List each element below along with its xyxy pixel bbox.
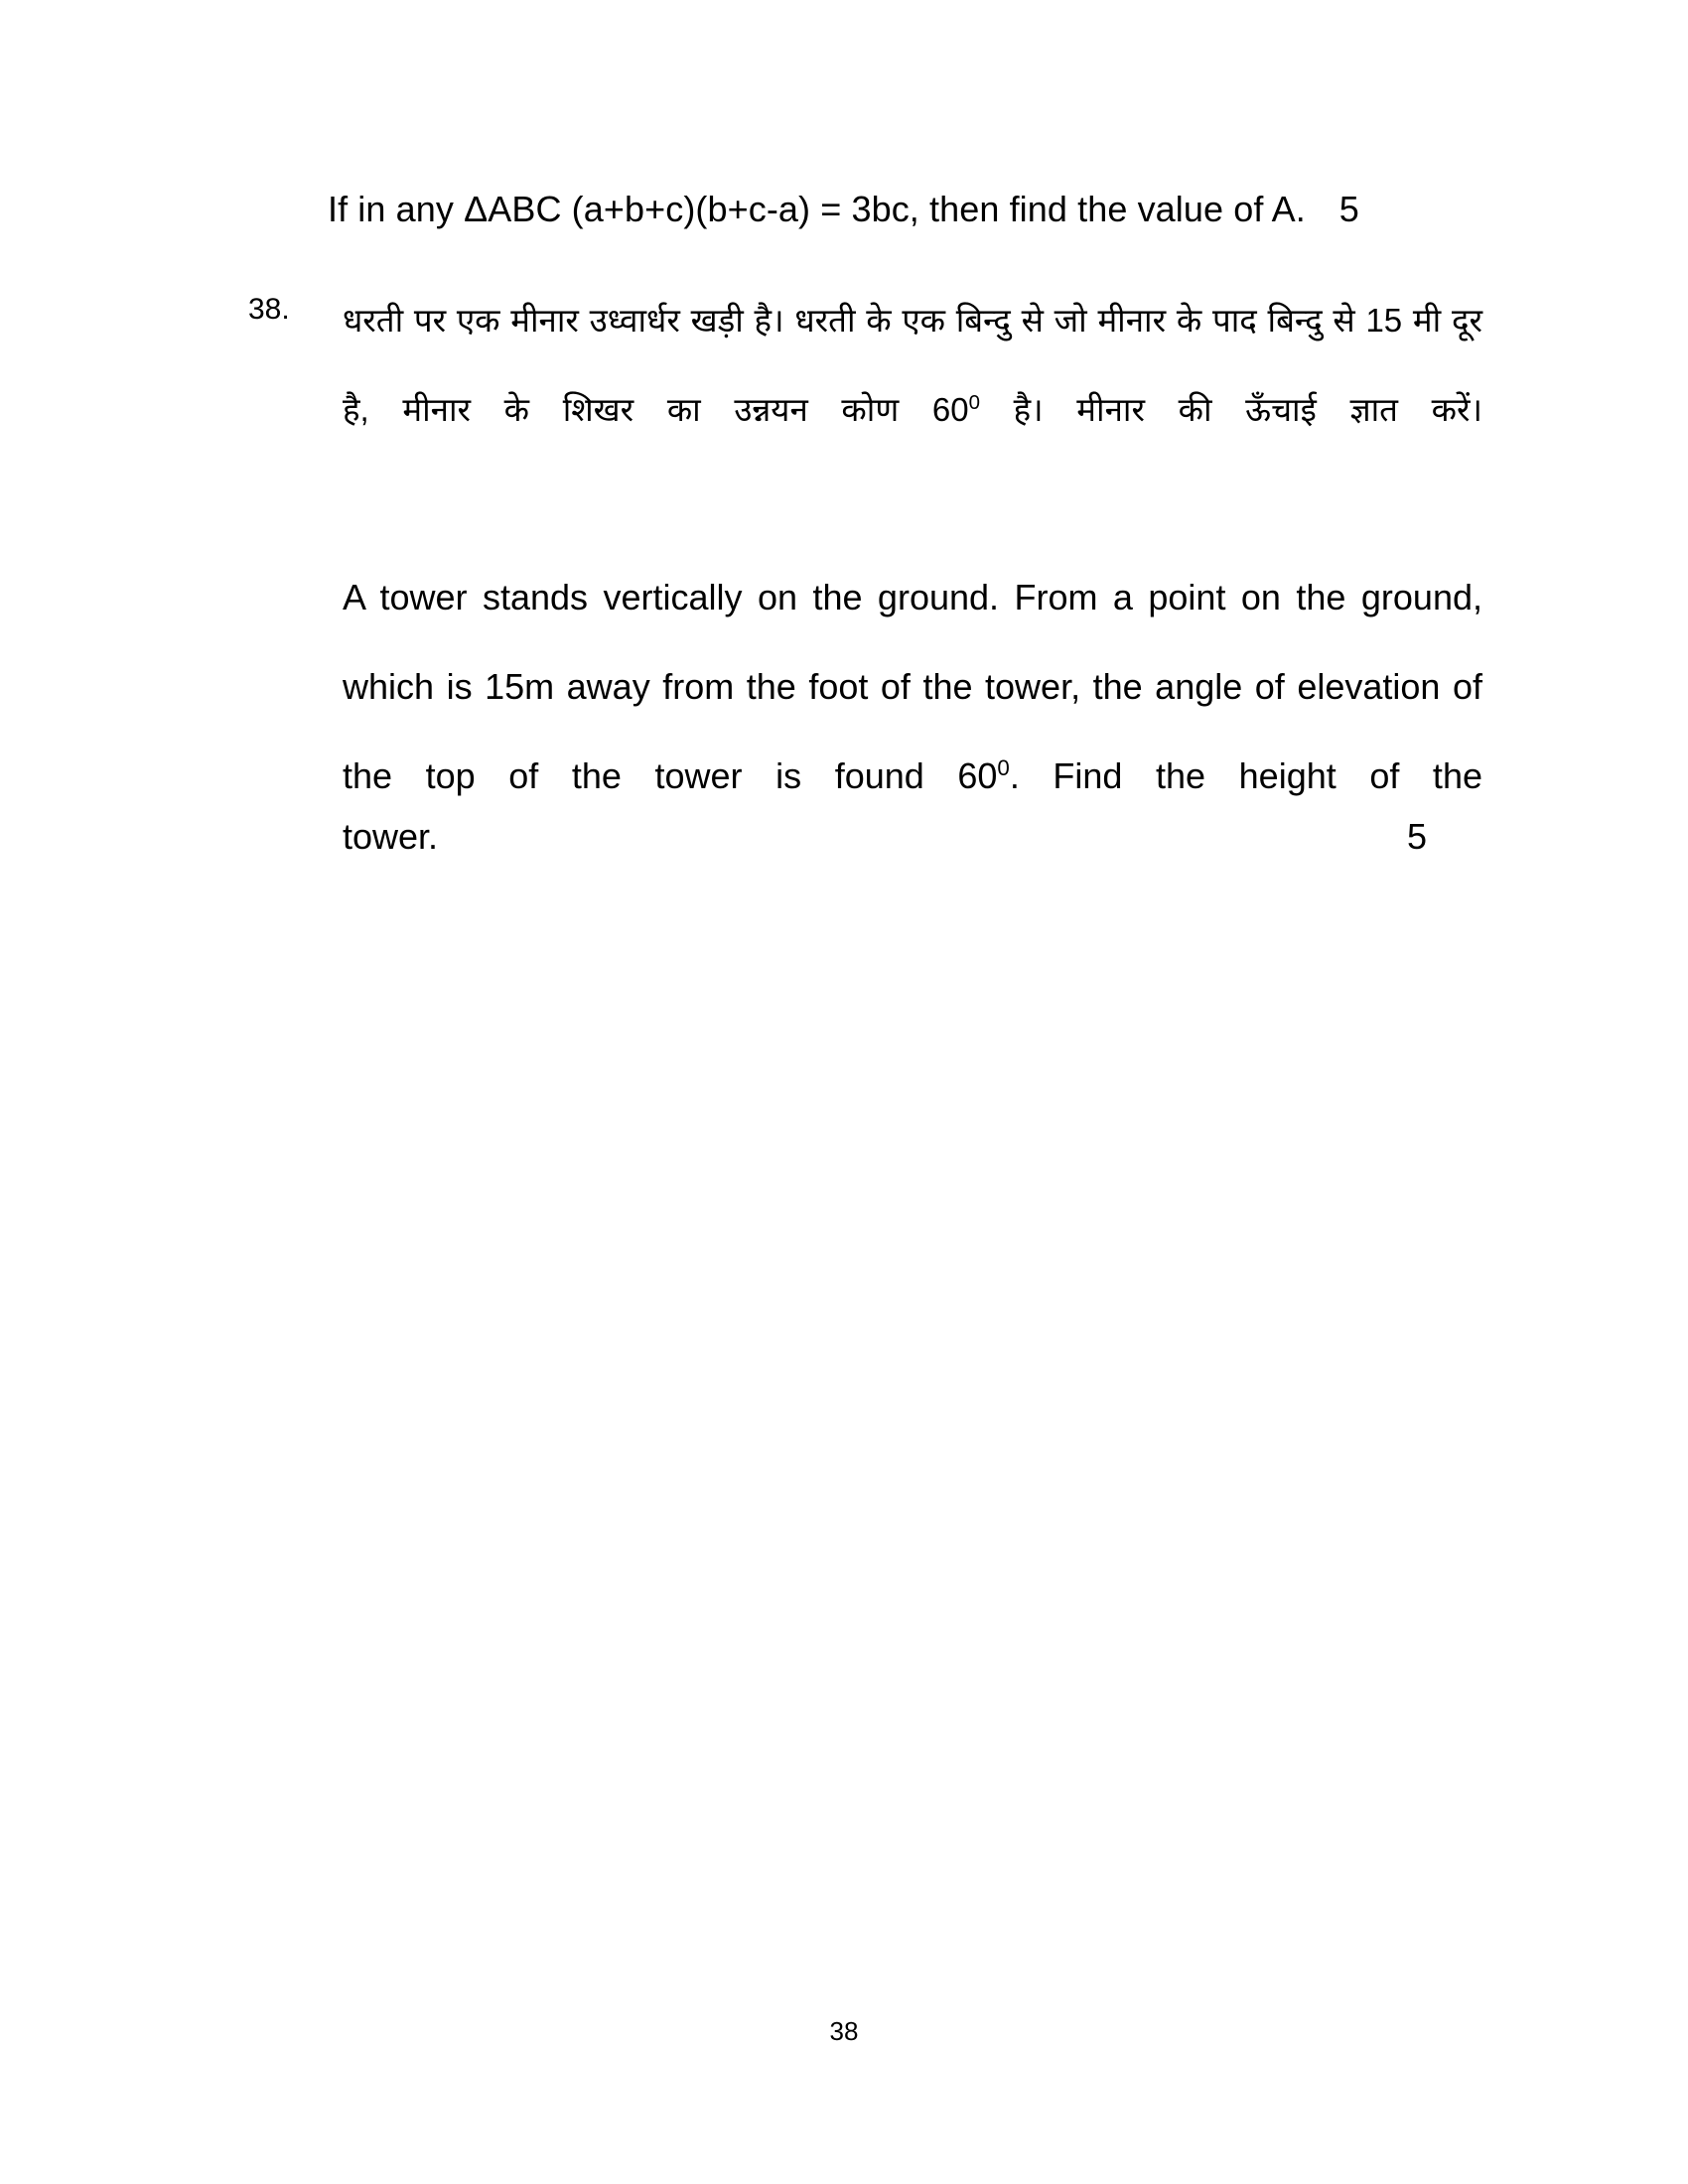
question-38-english-last-line <box>343 812 1484 862</box>
page-number: 38 <box>829 2016 859 2046</box>
hindi-text-part-2: है। मीनार की ऊँचाई ज्ञात करें। <box>979 391 1482 428</box>
carry-over-question-text: If in any ΔABC (a+b+c)(b+c-a) = 3bc, then find the value of A. <box>328 189 1306 229</box>
english-tail-word: tower. <box>343 816 439 857</box>
question-38-marks: 5 <box>1406 816 1427 857</box>
carry-over-question-marks: 5 <box>1338 189 1359 229</box>
hindi-degree-superscript: 0 <box>968 391 980 414</box>
english-text-part-2: . Find the height of the <box>1009 755 1482 796</box>
carry-over-question-line <box>328 185 1484 234</box>
english-degree-superscript: 0 <box>997 755 1010 780</box>
hindi-text-part-1: धरती पर एक मीनार उध्वार्धर खड़ी है। धरती के एक बिन्दु से जो मीनार के पाद बिन्दु से 15 मी दूर है, मीनार के शिखर का उन्नयन कोण 60 <box>343 302 1482 428</box>
english-text-part-1: A tower stands vertically on the ground. From a point on the ground, which is 15m away from the foot of the tower, the angle of elevation of the top of the tower is found 60 <box>343 577 1482 796</box>
question-38-number: 38. <box>248 293 290 326</box>
question-38-hindi-paragraph <box>343 276 1482 544</box>
